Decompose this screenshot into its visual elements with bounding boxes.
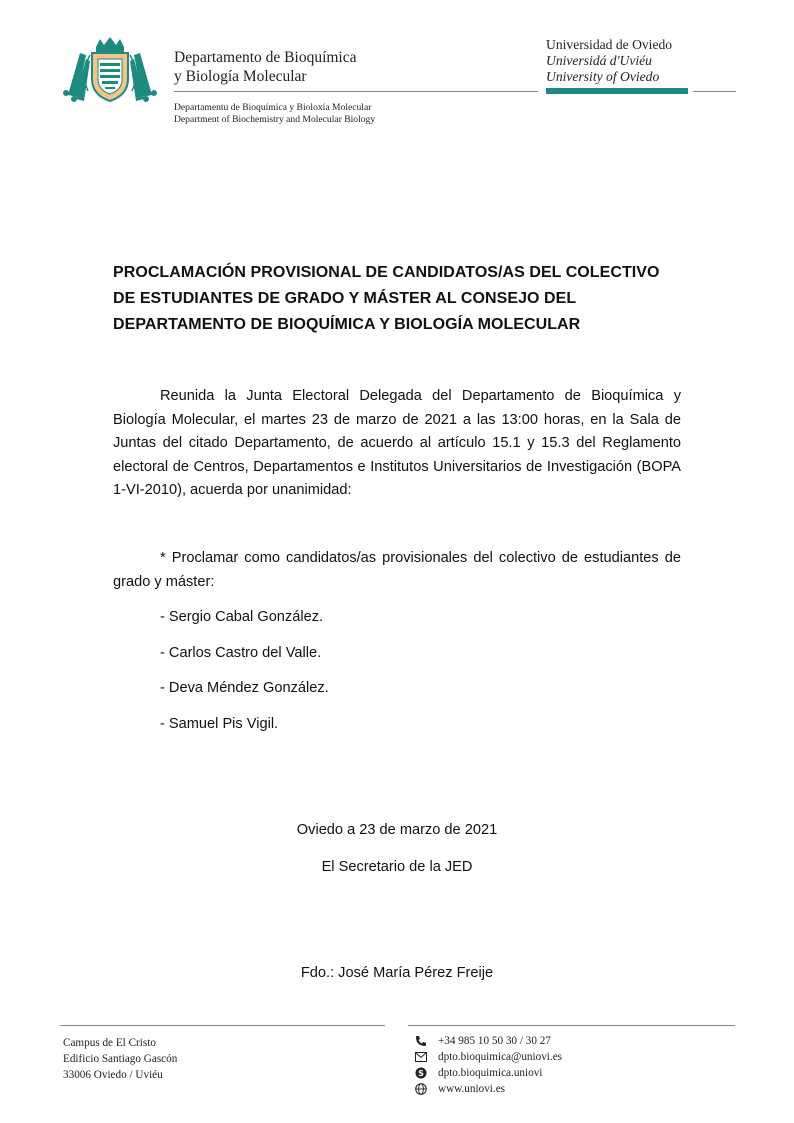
signature-line: Fdo.: José María Pérez Freije	[300, 965, 494, 981]
signer-role: El Secretario de la JED	[321, 859, 473, 875]
university-name-block	[546, 37, 672, 85]
department-title-line1: Departamento de Bioquímica	[174, 49, 357, 66]
department-title-line2: y Biología Molecular	[174, 68, 307, 85]
candidate-list	[160, 606, 329, 748]
globe-icon	[414, 1082, 428, 1096]
address-line3: 33006 Oviedo / Uviéu	[63, 1069, 163, 1081]
svg-text:S: S	[418, 1069, 424, 1078]
contact-skype-row	[414, 1065, 562, 1081]
department-title	[174, 48, 357, 86]
department-subtitle-asturian: Departamentu de Bioquímica y Bioloxía Molecular	[174, 102, 372, 113]
footer-divider-right	[408, 1025, 735, 1026]
list-item: - Samuel Pis Vigil.	[160, 715, 279, 732]
phone-icon	[414, 1034, 428, 1048]
place-date: Oviedo a 23 de marzo de 2021	[296, 822, 498, 838]
header-divider-right	[693, 91, 736, 92]
contact-phone-row	[414, 1033, 562, 1049]
contact-email-row	[414, 1049, 562, 1065]
address-line2: Edificio Santiago Gascón	[63, 1053, 178, 1065]
contact-website[interactable]: www.uniovi.es	[438, 1083, 506, 1095]
university-crest-logo	[60, 33, 160, 105]
address-line1: Campus de El Cristo	[63, 1037, 156, 1049]
contact-web-row	[414, 1081, 562, 1097]
header-divider-left	[174, 91, 538, 92]
contact-email[interactable]: dpto.bioquimica@uniovi.es	[438, 1051, 563, 1063]
list-item: - Carlos Castro del Valle.	[160, 644, 322, 661]
university-name-asturian: Universidá d'Uviéu	[546, 53, 652, 68]
list-item: - Deva Méndez González.	[160, 680, 329, 697]
proclamation-paragraph: * Proclamar como candidatos/as provisionales del colectivo de estudiantes de grado y máster:	[113, 550, 681, 590]
list-item: - Sergio Cabal González.	[160, 609, 324, 625]
contact-skype: dpto.bioquimica.uniovi	[438, 1067, 543, 1079]
department-subtitle	[174, 102, 375, 126]
footer-divider-left	[60, 1025, 385, 1026]
footer-address	[63, 1035, 177, 1083]
skype-icon	[414, 1066, 428, 1080]
university-name-english: University of Oviedo	[546, 69, 660, 84]
university-accent-bar	[546, 88, 688, 94]
intro-paragraph: Reunida la Junta Electoral Delegada del Departamento de Bioquímica y Biología Molecular, el martes 23 de marzo de 2021 a las 13:00 horas, en la Sala de Juntas del citado Departamento, de acuerdo al artículo 15.1 y 15.3 del Reglamento electoral de Centros, Departamentos e Institutos Universitarios de Investigación (BOPA 1-VI-2010), acuerda por unanimidad:	[113, 388, 681, 499]
university-name-spanish: Universidad de Oviedo	[546, 37, 673, 52]
document-title: PROCLAMACIÓN PROVISIONAL DE CANDIDATOS/AS DEL COLECTIVO DE ESTUDIANTES DE GRADO Y MÁSTER AL CONSEJO DEL DEPARTAMENTO DE BIOQUÍMICA Y BIOLOGÍA MOLECULAR	[113, 264, 660, 333]
envelope-icon	[414, 1050, 428, 1064]
contact-phone: +34 985 10 50 30 / 30 27	[438, 1035, 551, 1047]
footer-contact	[414, 1033, 562, 1097]
department-subtitle-english: Department of Biochemistry and Molecular Biology	[174, 114, 376, 125]
